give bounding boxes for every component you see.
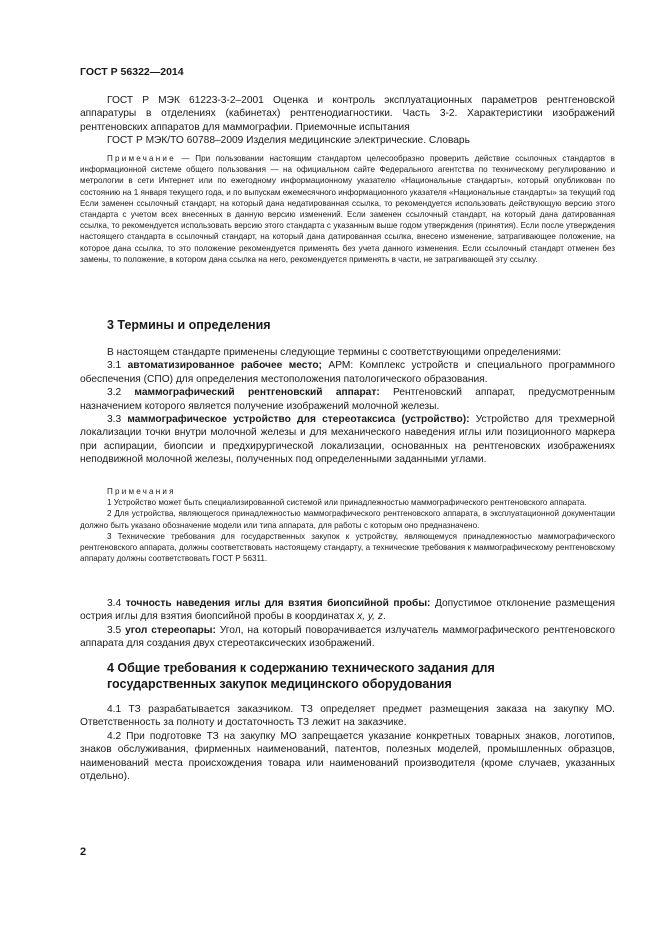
term-notes-block: [80, 486, 615, 564]
document-header: ГОСТ Р 56322—2014: [80, 66, 184, 78]
notes-label: Примечания: [107, 487, 176, 496]
section-4-para: 4.2 При подготовке ТЗ на закупку МО запрещается указание конкретных товарных знаков, логотипов, знаков обслуживания, фирменных наименований, патентов, полезных моделей, промышленных образцов, наименований места происхождения товара или наименований производителя (кроме случаев, указанных отдельно).: [80, 730, 615, 783]
references-block: [80, 94, 615, 148]
term-3-2: 3.2 маммографический рентгеновский аппарат: Рентгеновский аппарат, предусмотренным назначением которого является получение изображений молочной железы.: [80, 387, 615, 412]
page-number: 2: [80, 846, 87, 858]
note-label: Примечание: [107, 154, 176, 163]
section-3-title: 3 Термины и определения: [107, 318, 271, 332]
section-4-body: [80, 703, 615, 783]
note-block: [80, 153, 615, 265]
section-3-terms: [80, 346, 615, 467]
term-3-4: 3.4 точность наведения иглы для взятия биопсийной пробы: Допустимое отклонение размещения острия иглы для взятия биопсийной пробы в координатах x, y, z.: [80, 598, 615, 623]
term-3-1: 3.1 автоматизированное рабочее место; АРМ: Комплекс устройств и специального программного обеспечения (СПО) для определения местоположения патологического образования.: [80, 360, 615, 385]
section-4-title: 4 Общие требования к содержанию технического задания для государственных закупок медицинского оборудования: [107, 661, 495, 691]
term-3-3: 3.3 маммографическое устройство для стереотаксиса (устройство): Устройство для трехмерной локализации точки внутри молочной железы и для механического наведения иглы или позиционного маркера при аспирации, биопсии и предхирургической локализации, основанных на рентгеновских изображениях неподвижной молочной железы, полученных под определенными заданными углами.: [80, 414, 615, 466]
note-text: — При пользовании настоящим стандартом целесообразно проверить действие ссылочных стандартов в информационной системе общего пользования — на официальном сайте Федерального агентства по техническому регулированию и метрологии в сети Интернет или по ежегодному информационному указателю «Национальные стандарты», который опубликован по состоянию на 1 января текущего года, и по выпускам ежемесячного информационного указателя «Национальные стандарты» за текущий год Если заменен ссылочный стандарт, на который дана недатированная ссылка, то рекомендуется использовать действующую версию этого стандарта с учетом всех внесенных в данную версию изменений. Если заменен ссылочный стандарт, на который дана датированная ссылка, то рекомендуется использовать версию этого стандарта с указанным выше годом утверждения (принятия). Если после утверждения настоящего стандарта в ссылочный стандарт, на который дана датированная ссылка, внесено изменение, затрагивающее положение, на которое дана ссылка, то это положение рекомендуется применять без учета данного изменения. Если ссылочный стандарт отменен без замены, то положение, в котором дана ссылка на него, рекомендуется применять в части, не затрагивающей эту ссылку.: [80, 154, 615, 264]
term-note: 3 Технические требования для государственных закупок к устройству, являющемуся принадлежностью маммографического рентгеновского аппарата, должны соответствовать настоящему стандарту, а технические требования к маммографическому рентгеновскому аппарату должны соответствовать ГОСТ Р 56311.: [80, 531, 615, 564]
section-3-intro: В настоящем стандарте применены следующие термины с соответствующими определениями:: [107, 347, 562, 358]
reference-item: ГОСТ Р МЭК/ТО 60788–2009 Изделия медицинские электрические. Словарь: [107, 135, 470, 147]
section-4-para: 4.1 ТЗ разрабатывается заказчиком. ТЗ определяет предмет размещения заказа на закупку МО. Ответственность за полноту и достаточность ТЗ лежит на заказчике.: [80, 704, 615, 729]
section-3-terms-cont: [80, 597, 615, 651]
reference-item: ГОСТ Р МЭК 61223-3-2–2001 Оценка и контроль эксплуатационных параметров рентгеновской аппаратуры в отделениях (кабинетах) рентгенодиагностики. Часть 3-2. Характеристики изображений рентгеновских аппаратов для маммографии. Приемочные испытания: [80, 95, 615, 133]
term-note: 1 Устройство может быть специализированной системой или принадлежностью маммографического рентгеновского аппарата.: [107, 498, 587, 508]
term-3-5: 3.5 угол стереопары: Угол, на который поворачивается излучатель маммографического рентгеновского аппарата для создания двух стереотаксических изображений.: [80, 624, 615, 650]
term-note: 2 Для устройства, являющегося принадлежностью маммографического рентгеновского аппарата, в эксплуатационной документации должно быть указано обозначение модели или типа аппарата, для работы с которым оно предназначено.: [80, 509, 615, 530]
